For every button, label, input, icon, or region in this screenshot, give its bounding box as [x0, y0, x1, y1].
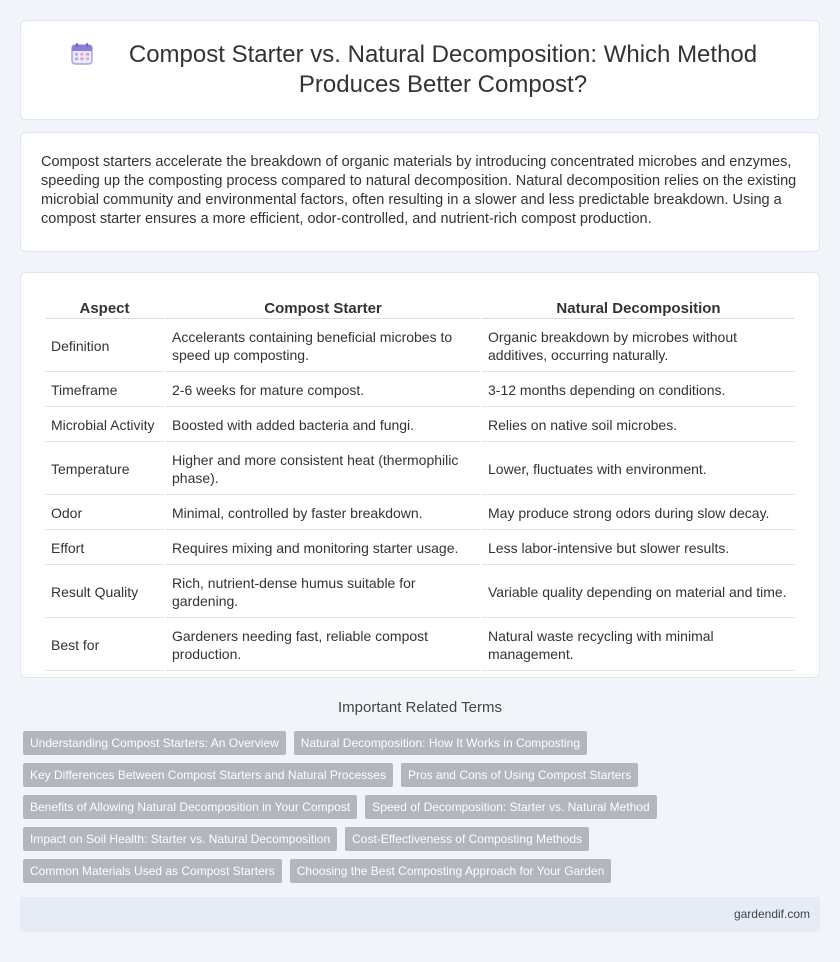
table-header-row — [45, 295, 795, 319]
tag-row — [23, 795, 823, 819]
cell-natural-decomposition: May produce strong odors during slow decay. — [482, 497, 795, 530]
cell-compost-starter: Boosted with added bacteria and fungi. — [166, 409, 480, 442]
tag-row — [23, 763, 823, 787]
related-term-link[interactable]: Pros and Cons of Using Compost Starters — [401, 763, 638, 787]
header-natural-decomposition: Natural Decomposition — [482, 295, 795, 319]
related-term-link[interactable]: Understanding Compost Starters: An Overview — [23, 731, 286, 755]
table-row — [45, 532, 795, 565]
cell-aspect: Result Quality — [45, 567, 164, 618]
cell-natural-decomposition: 3-12 months depending on conditions. — [482, 374, 795, 407]
related-term-link[interactable]: Choosing the Best Composting Approach for Your Garden — [290, 859, 612, 883]
tag-row — [23, 731, 823, 755]
table-row — [45, 444, 795, 495]
cell-aspect: Microbial Activity — [45, 409, 164, 442]
footer — [20, 897, 820, 932]
header-aspect: Aspect — [45, 295, 164, 319]
table-row — [45, 374, 795, 407]
related-term-link[interactable]: Benefits of Allowing Natural Decomposition in Your Compost — [23, 795, 357, 819]
footer-site-link[interactable]: gardendif.com — [733, 907, 810, 921]
cell-aspect: Definition — [45, 321, 164, 372]
intro-paragraph: Compost starters accelerate the breakdown of organic materials by introducing concentrated microbes and enzymes, speeding up the composting process compared to natural decomposition. Natural decomposition relies on the existing microbial community and environmental factors, often resulting in a slower and less predictable breakdown. Using a compost starter ensures a more efficient, odor-controlled, and nutrient-rich compost production. — [41, 154, 797, 227]
related-term-link[interactable]: Natural Decomposition: How It Works in Composting — [294, 731, 587, 755]
related-term-link[interactable]: Impact on Soil Health: Starter vs. Natural Decomposition — [23, 827, 337, 851]
cell-natural-decomposition: Lower, fluctuates with environment. — [482, 444, 795, 495]
table-row — [45, 321, 795, 372]
intro-card — [20, 132, 820, 252]
table-row — [45, 497, 795, 530]
tag-row — [23, 859, 823, 883]
cell-compost-starter: Gardeners needing fast, reliable compost production. — [166, 620, 480, 671]
cell-compost-starter: Higher and more consistent heat (thermophilic phase). — [166, 444, 480, 495]
cell-aspect: Effort — [45, 532, 164, 565]
cell-compost-starter: 2-6 weeks for mature compost. — [166, 374, 480, 407]
table-row — [45, 620, 795, 671]
related-term-link[interactable]: Key Differences Between Compost Starters and Natural Processes — [23, 763, 393, 787]
related-term-link[interactable]: Speed of Decomposition: Starter vs. Natural Method — [365, 795, 656, 819]
table-row — [45, 409, 795, 442]
related-terms-heading: Important Related Terms — [338, 699, 502, 716]
cell-compost-starter: Accelerants containing beneficial microbes to speed up composting. — [166, 321, 480, 372]
cell-natural-decomposition: Less labor-intensive but slower results. — [482, 532, 795, 565]
cell-natural-decomposition: Natural waste recycling with minimal management. — [482, 620, 795, 671]
comparison-table — [43, 293, 797, 673]
page-title: Compost Starter vs. Natural Decomposition: Which Method Produces Better Compost? — [128, 41, 758, 98]
cell-compost-starter: Rich, nutrient-dense humus suitable for gardening. — [166, 567, 480, 618]
cell-compost-starter: Requires mixing and monitoring starter usage. — [166, 532, 480, 565]
cell-aspect: Timeframe — [45, 374, 164, 407]
comparison-card — [20, 272, 820, 678]
cell-aspect: Best for — [45, 620, 164, 671]
related-term-link[interactable]: Cost-Effectiveness of Composting Methods — [345, 827, 589, 851]
header-compost-starter: Compost Starter — [166, 295, 480, 319]
cell-aspect: Temperature — [45, 444, 164, 495]
related-term-link[interactable]: Common Materials Used as Compost Starters — [23, 859, 282, 883]
calendar-icon — [70, 42, 94, 66]
cell-natural-decomposition: Organic breakdown by microbes without additives, occurring naturally. — [482, 321, 795, 372]
cell-compost-starter: Minimal, controlled by faster breakdown. — [166, 497, 480, 530]
related-terms-list — [23, 731, 823, 891]
tag-row — [23, 827, 823, 851]
cell-aspect: Odor — [45, 497, 164, 530]
title-card — [20, 20, 820, 120]
cell-natural-decomposition: Variable quality depending on material and time. — [482, 567, 795, 618]
title-wrap — [70, 40, 770, 100]
cell-natural-decomposition: Relies on native soil microbes. — [482, 409, 795, 442]
table-row — [45, 567, 795, 618]
